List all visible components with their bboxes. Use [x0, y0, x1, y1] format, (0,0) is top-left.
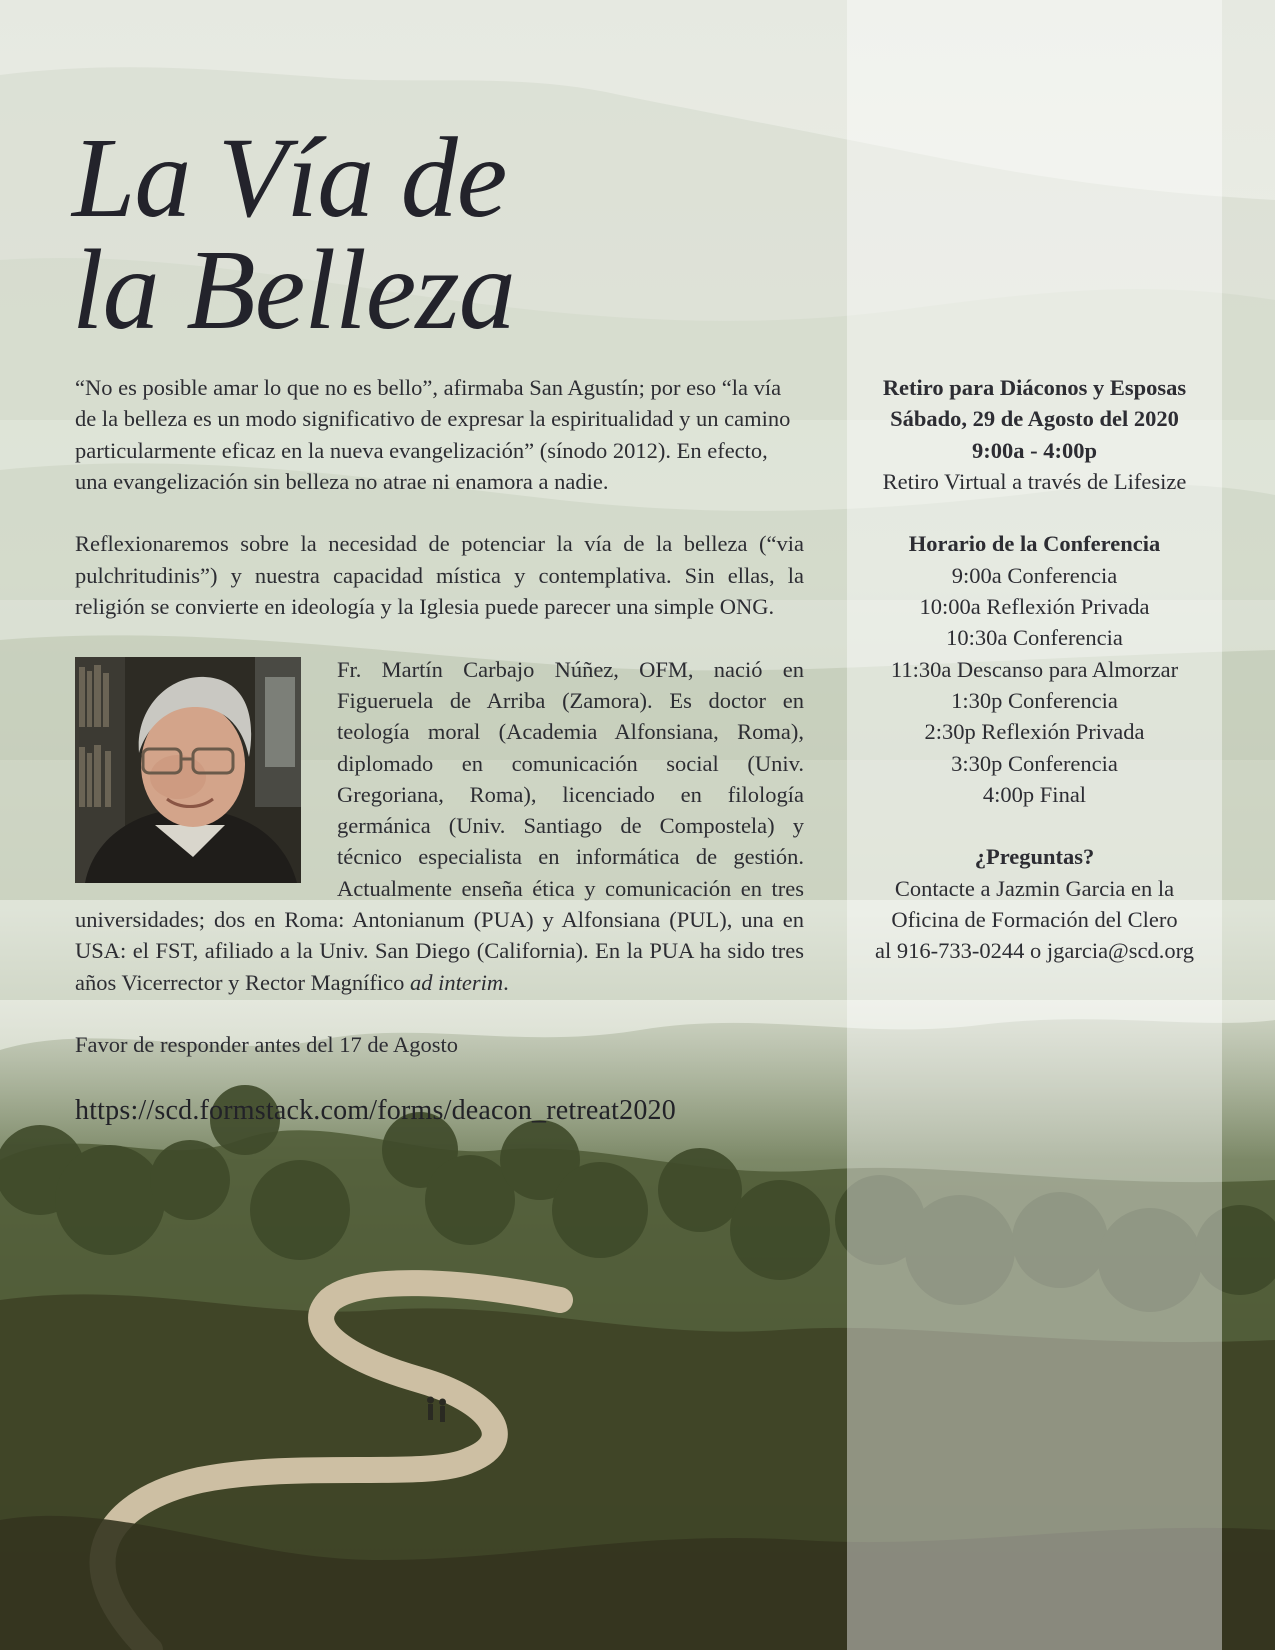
bio-italic-phrase: ad interim [409, 969, 504, 995]
schedule-item: 3:30p Conferencia [951, 750, 1118, 776]
event-date: Sábado, 29 de Agosto del 2020 [890, 406, 1179, 432]
schedule-item: 2:30p Reflexión Privada [924, 719, 1145, 745]
page-title [72, 114, 515, 353]
speaker-photo [75, 657, 301, 883]
title-line-1: La Vía de [72, 114, 507, 241]
bio-text: Fr. Martín Carbajo Núñez, OFM, nació en Figueruela de Arriba (Zamora). Es doctor en teología moral (Academia Alfonsiana, Roma), diplomado en comunicación social (Univ. Gregoriana, Roma), licenciado en filología germánica (Univ. Santiago de Compostela) y técnico especialista en informática de gestión. Actualmente enseña ética y comunicación en tres universidades; dos en Roma: Antonianum (PUA) y Alfonsiana (PUL), una en USA: el FST, afiliado a la Univ. San Diego (California). En la PUA ha sido tres años Vicerrector y Rector Magnífico [75, 656, 804, 995]
event-details-column [847, 372, 1222, 998]
bio-end: . [503, 969, 509, 995]
schedule-item: 9:00a Conferencia [951, 562, 1118, 588]
event-time: 9:00a - 4:00p [972, 437, 1097, 463]
main-text-column [75, 372, 804, 1161]
event-heading: Retiro para Diáconos y Esposas [882, 375, 1187, 400]
schedule-item: 1:30p Conferencia [951, 687, 1118, 713]
purpose-paragraph: Reflexionaremos sobre la necesidad de potenciar la vía de la belleza (“via pulchritudinis”) y nuestra capacidad mística y contemplativa. Sin ellas, la religión se convierte en ideología y la Iglesia puede parecer una simple ONG. [75, 531, 804, 620]
contact-line-1: Contacte a Jazmin Garcia en la [894, 875, 1175, 901]
intro-paragraph: “No es posible amar lo que no es bello”, afirmaba San Agustín; por eso “la vía de la belleza es un modo significativo de expresar la espiritualidad y un camino particularmente eficaz en la nueva evangelización” (sínodo 2012). En efecto, una evangelización sin belleza no atrae ni enamora a nadie. [75, 375, 791, 494]
contact-line-3[interactable]: al 916-733-0244 o jgarcia@scd.org [875, 938, 1194, 964]
questions-heading: ¿Preguntas? [974, 844, 1095, 870]
schedule [847, 528, 1222, 810]
event-info [847, 372, 1222, 497]
schedule-item: 4:00p Final [982, 781, 1087, 807]
rsvp-deadline: Favor de responder antes del 17 de Agosto [75, 1032, 459, 1058]
schedule-item: 11:30a Descanso para Almorzar [890, 656, 1179, 682]
contact-line-2: Oficina de Formación del Clero [891, 907, 1178, 933]
title-line-2: la Belleza [72, 226, 515, 353]
rsvp-link[interactable]: https://scd.formstack.com/forms/deacon_retreat2020 [75, 1094, 676, 1126]
schedule-heading: Horario de la Conferencia [908, 531, 1161, 557]
schedule-item: 10:30a Conferencia [946, 625, 1123, 651]
schedule-item: 10:00a Reflexión Privada [919, 594, 1150, 620]
event-format: Retiro Virtual a través de Lifesize [882, 468, 1187, 494]
questions-contact [847, 841, 1222, 966]
speaker-bio [75, 654, 804, 998]
